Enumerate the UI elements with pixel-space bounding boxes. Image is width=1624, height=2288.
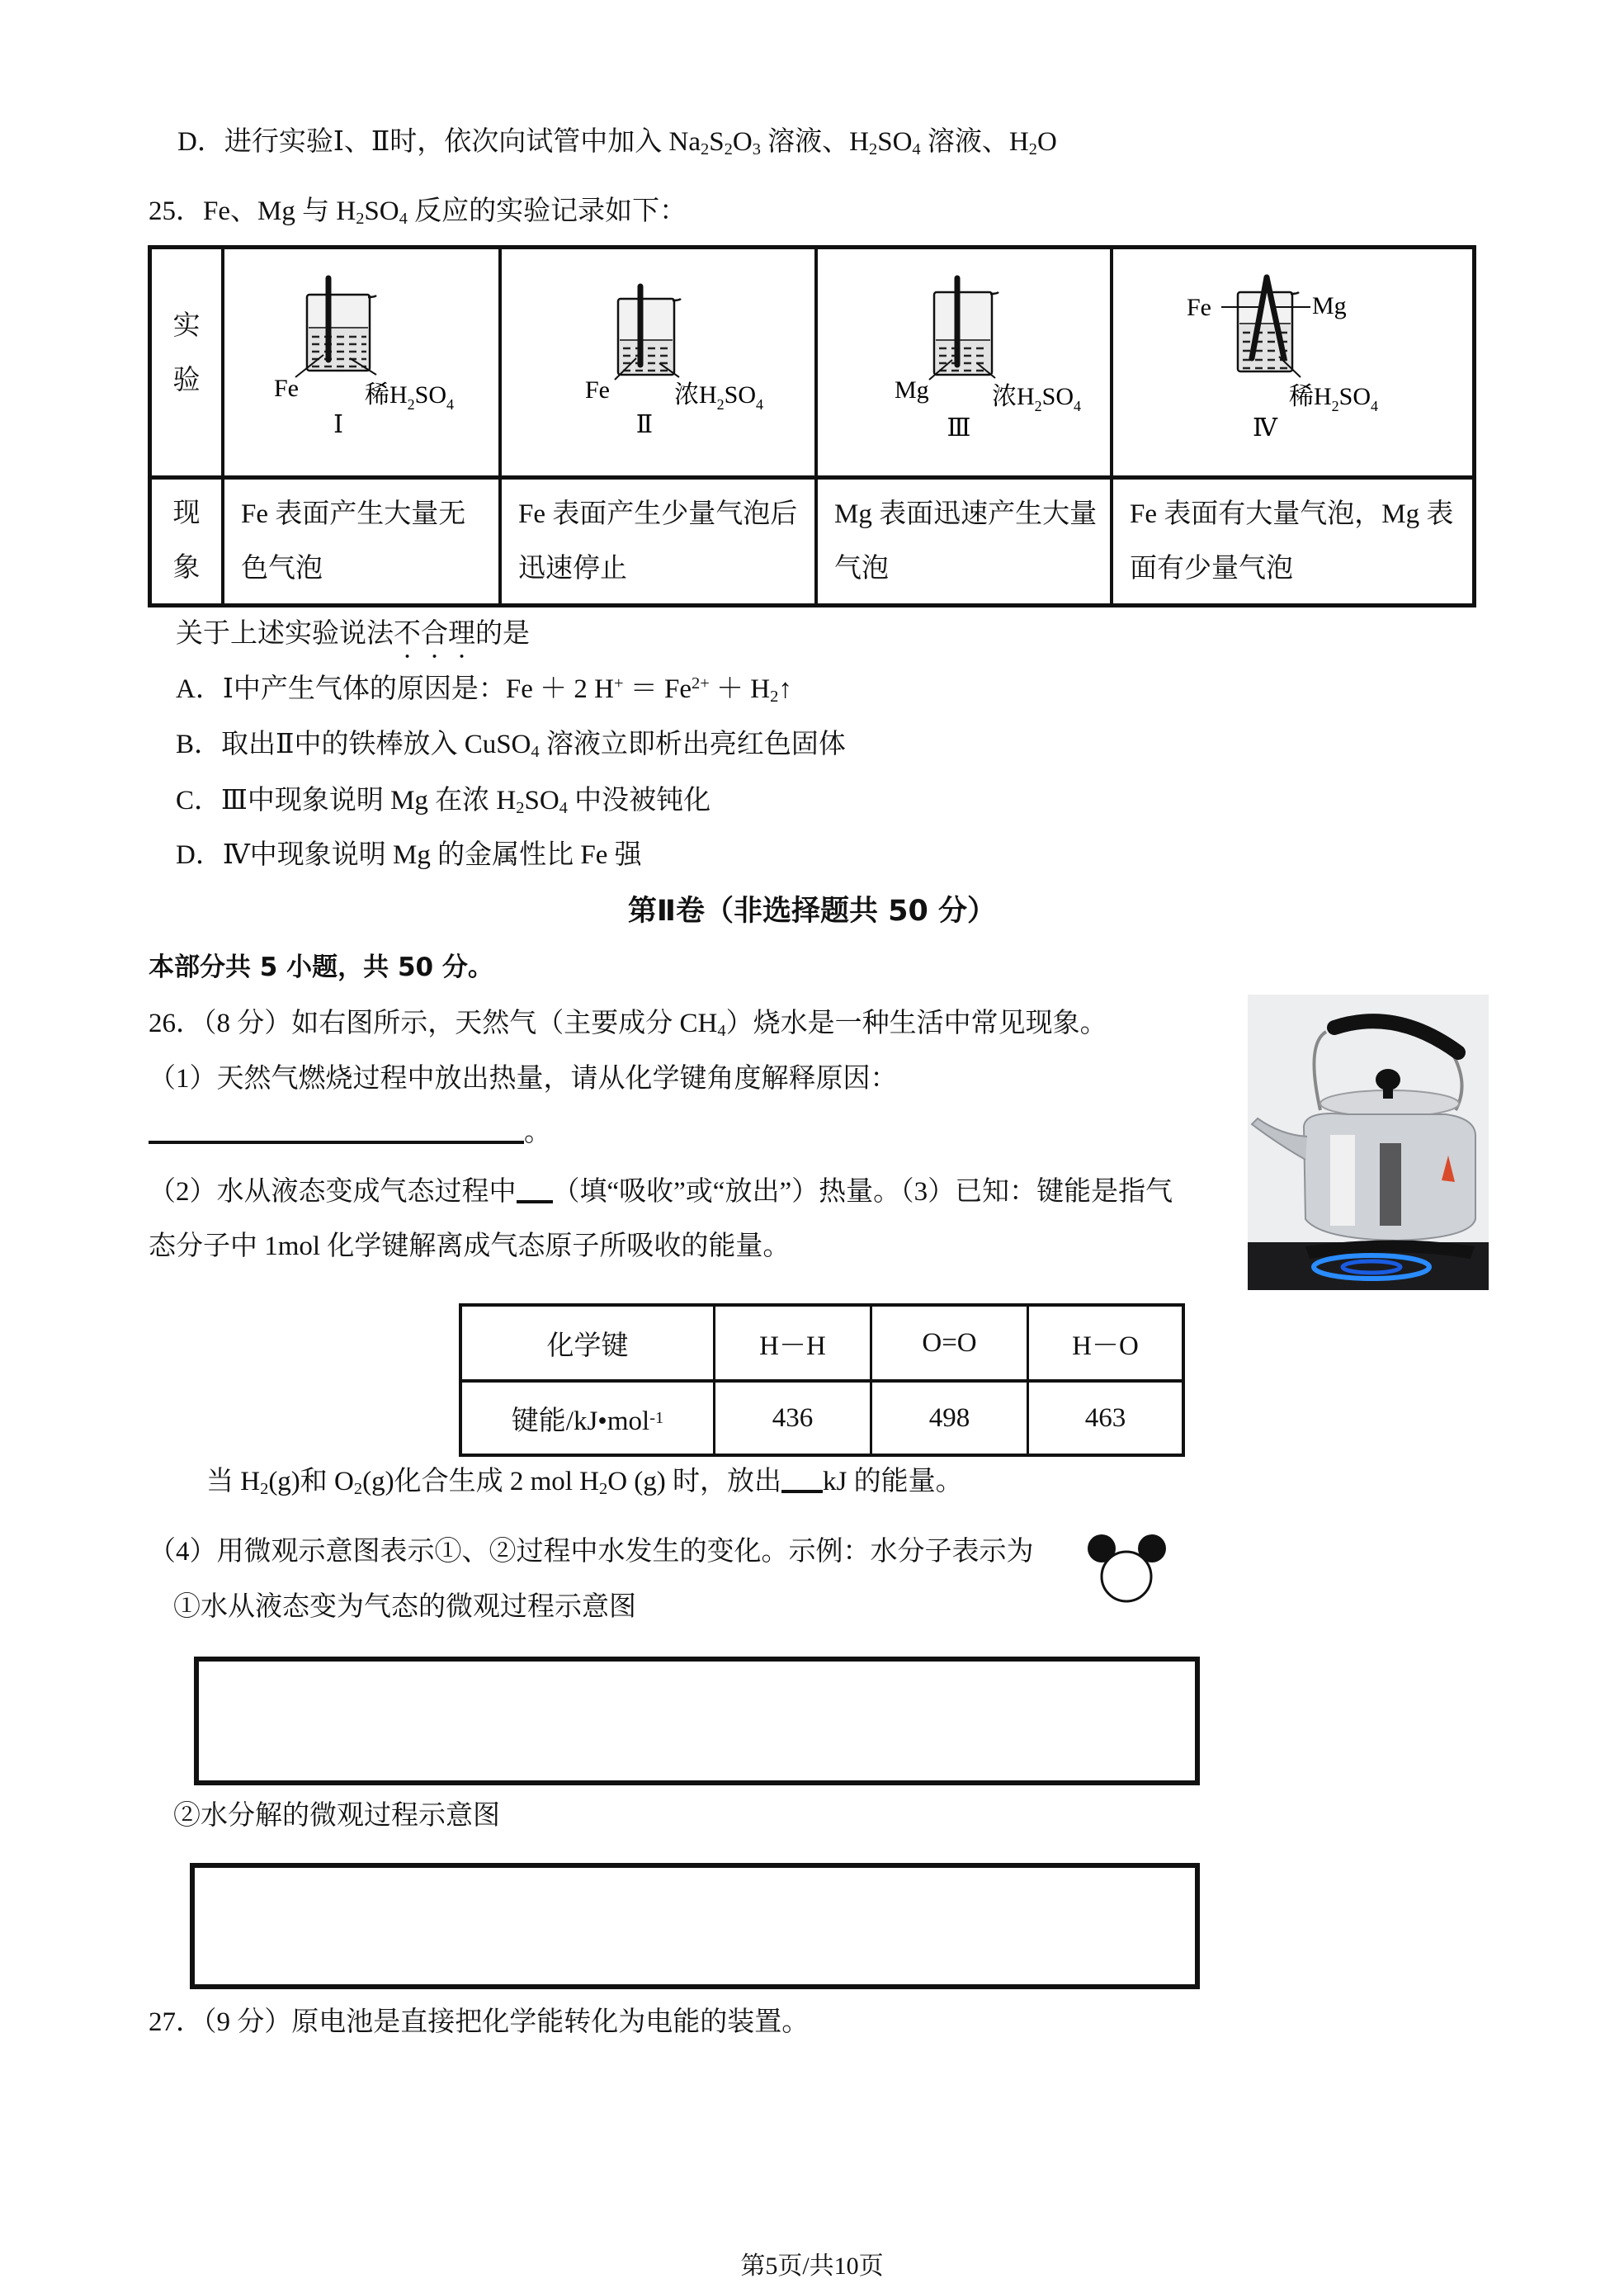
option-label: D． (176, 840, 223, 870)
option-label: A． (176, 674, 223, 704)
subscript: 2 (516, 799, 525, 818)
phenomenon-cell: Fe 表面产生少量气泡后迅速停止 (518, 499, 798, 584)
beaker-diagram-4 (1114, 249, 1477, 472)
metal-label: Fe (1187, 294, 1211, 321)
text: kJ 的能量。 (823, 1467, 963, 1496)
text: SO (364, 196, 399, 226)
option-label: C． (176, 786, 222, 815)
text: 进行实验Ⅰ、Ⅱ时，依次向试管中加入 Na (224, 127, 701, 157)
phenomenon-cell: Fe 表面产生大量无色气泡 (241, 499, 466, 584)
q27-stem: 27．（9 分）原电池是直接把化学能转化为电能的装置。 (149, 2007, 810, 2037)
text: 现 (172, 499, 201, 528)
subscript: 2 (353, 1480, 363, 1499)
q25-question (176, 617, 530, 650)
header-cell: 化学键 (546, 1331, 629, 1361)
q26-subpart2: ②水分解的微观过程示意图 (173, 1801, 500, 1831)
answer-blank[interactable] (781, 1465, 823, 1493)
row-header-experiment (153, 299, 220, 408)
phenomenon-cell: Fe 表面有大量气泡，Mg 表面有少量气泡 (1130, 499, 1454, 584)
row-header-phenomenon (153, 486, 220, 595)
text: Ⅳ中现象说明 Mg 的金属性比 Fe 强 (222, 840, 642, 870)
subscript: 2 (770, 688, 779, 707)
subscript: 2 (724, 140, 733, 159)
section-intro: 本部分共 5 小题，共 50 分。 (149, 953, 493, 982)
experiment-table (148, 245, 1476, 607)
superscript: 2+ (692, 674, 710, 693)
body-reflection (1380, 1143, 1401, 1226)
experiment-number: Ⅳ (1253, 414, 1277, 442)
kettle-photo (1248, 995, 1489, 1290)
table-divider (152, 475, 1472, 480)
q25-stem (149, 195, 687, 228)
metal-label: Fe (274, 375, 299, 402)
subscript: 4 (912, 140, 921, 159)
q26-part3: 态分子中 1mol 化学键解离成气态原子所吸收的能量。 (149, 1231, 791, 1261)
value-cell: 463 (1084, 1402, 1126, 1433)
text: O (g) 时，放出 (607, 1467, 782, 1496)
text: 反应的实验记录如下： (407, 196, 687, 226)
text: 。 (524, 1118, 551, 1147)
metal-label: Fe (585, 376, 610, 404)
answer-box-2[interactable] (190, 1863, 1200, 1989)
header-cell: H－O (1072, 1331, 1139, 1361)
subscript: 2 (356, 210, 365, 229)
table-divider (498, 249, 502, 603)
phenomenon-cell: Mg 表面迅速产生大量气泡 (834, 499, 1098, 584)
q26-stem (149, 1007, 1107, 1040)
option-label: B． (176, 730, 222, 759)
subscript: 3 (752, 140, 761, 159)
text: SO (877, 127, 913, 157)
lid-knob-stem (1383, 1085, 1393, 1099)
beaker-diagram-3 (819, 249, 1110, 472)
text: 中没被钝化 (567, 786, 711, 815)
text: 键能/kJ•mol (511, 1406, 650, 1436)
text: 实 (172, 311, 201, 341)
emphasis-char: 合 (421, 619, 448, 649)
row-label-cell: 键能/kJ•mol -1 (462, 1383, 713, 1454)
acid-label: 浓$H_2SO_4$ (674, 381, 764, 413)
subscript: 2 (1028, 140, 1037, 159)
water-molecule-icon (1088, 1534, 1170, 1624)
emphasis-char: 不 (394, 619, 421, 649)
table-divider (1110, 249, 1113, 603)
subscript: 4 (399, 210, 408, 229)
metal-label: Mg (895, 376, 929, 404)
text: 验 (172, 366, 201, 395)
acid-label: 稀$H_2SO_4$ (1289, 383, 1379, 414)
text: 当 H (206, 1467, 261, 1496)
table-divider (221, 249, 224, 603)
text: (g)化合生成 2 mol H (362, 1467, 599, 1496)
bond-energy-table (459, 1303, 1185, 1457)
answer-box-1[interactable] (194, 1657, 1200, 1785)
experiment-number: Ⅰ (333, 411, 343, 438)
text: 26．（8 分）如右图所示，天然气（主要成分 CH (149, 1009, 718, 1038)
option-d[interactable] (176, 839, 642, 872)
subscript: 4 (531, 743, 540, 762)
metal-label: Mg (1312, 292, 1347, 319)
text: (g)和 O (268, 1467, 354, 1496)
value-cell: 498 (928, 1402, 970, 1433)
text: 溶液、H (920, 127, 1029, 157)
text: 取出Ⅱ中的铁棒放入 CuSO (221, 730, 531, 759)
subscript: 2 (599, 1480, 608, 1499)
text: 的是 (475, 619, 530, 649)
value-cell: 436 (772, 1402, 814, 1433)
experiment-number: Ⅱ (635, 411, 654, 438)
acid-label: 浓$H_2SO_4$ (992, 383, 1082, 414)
option-label: D． (177, 127, 224, 157)
header-cell: O=O (922, 1327, 977, 1358)
text: ）烧水是一种生活中常见现象。 (725, 1009, 1107, 1038)
text: ↑ (778, 674, 792, 704)
text: （填“吸收”或“放出”）热量。（3）已知：键能是指气 (552, 1177, 1173, 1207)
beaker-diagram-2 (503, 249, 814, 472)
subscript: 2 (260, 1480, 269, 1499)
text: O (732, 127, 753, 157)
q26-part1: （1）天然气燃烧过程中放出热量，请从化学键角度解释原因： (149, 1064, 898, 1094)
emphasis-char: 理 (448, 619, 475, 649)
body-highlight (1330, 1135, 1355, 1226)
text: 溶液立即析出亮红色固体 (539, 730, 846, 759)
subscript: 4 (717, 1022, 726, 1041)
text: （2）水从液态变成气态过程中 (149, 1177, 517, 1207)
experiment-number: Ⅲ (947, 414, 971, 442)
subscript: 2 (869, 140, 878, 159)
text: Ⅰ中产生气体的原因是：Fe ＋ 2 H (222, 674, 614, 704)
header-cell: H－H (759, 1331, 826, 1361)
section-title: 第Ⅱ卷（非选择题共 50 分） (627, 895, 997, 928)
q26-part3-question (206, 1465, 963, 1498)
text: Ⅲ中现象说明 Mg 在浓 H (221, 786, 517, 815)
page-number: 第5页/共10页 (740, 2253, 884, 2280)
prev-option-d (177, 125, 1057, 158)
text: SO (524, 786, 559, 815)
text: 关于上述实验说法 (176, 619, 394, 649)
text: 25．Fe、Mg 与 H (149, 196, 356, 226)
subscript: 4 (559, 799, 568, 818)
q26-part1-answer (149, 1116, 551, 1149)
acid-label: 稀$H_2SO_4$ (365, 381, 455, 413)
text: 象 (172, 553, 201, 583)
option-a[interactable] (176, 673, 792, 706)
option-b[interactable] (176, 728, 846, 761)
table-divider (814, 249, 818, 603)
q26-subpart1: ①水从液态变为气态的微观过程示意图 (173, 1592, 636, 1622)
q26-part4: （4）用微观示意图表示①、②过程中水发生的变化。示例：水分子表示为 (149, 1537, 1034, 1567)
answer-blank[interactable] (149, 1116, 524, 1144)
oxygen-atom (1102, 1552, 1151, 1601)
liquid (309, 328, 368, 369)
text: 溶液、H (760, 127, 869, 157)
answer-blank[interactable] (517, 1175, 553, 1203)
text: ＋ H (709, 674, 771, 704)
text: ＝ Fe (623, 674, 692, 704)
q26-part2 (149, 1175, 1173, 1208)
subscript: 2 (701, 140, 710, 159)
beaker-diagram-1 (226, 249, 498, 472)
text: O (1036, 127, 1057, 157)
text: S (709, 127, 725, 157)
option-c[interactable] (176, 784, 710, 817)
superscript: + (613, 674, 624, 693)
